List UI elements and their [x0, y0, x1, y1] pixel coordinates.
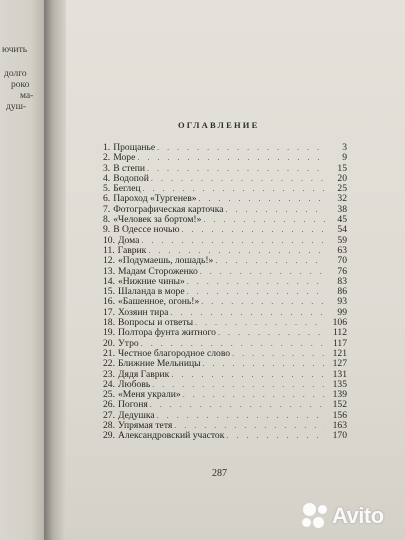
dot-leader	[200, 267, 325, 277]
toc-entry-number: 7.	[103, 203, 111, 215]
toc-entry-number: 9.	[103, 224, 111, 236]
toc-entry	[103, 143, 347, 153]
toc-entry-number: 13.	[103, 265, 115, 277]
toc-entry-title: Беглец	[113, 183, 141, 195]
toc-entry-title: Шаланда в море	[118, 286, 185, 298]
toc-entry-title: Пароход «Тургенев»	[113, 193, 197, 205]
toc-entry-number: 24.	[103, 378, 115, 390]
dot-leader	[157, 411, 325, 421]
toc-entry-page: 156	[332, 409, 347, 421]
toc-entry-page: 3	[342, 142, 347, 153]
toc-entry-page: 45	[337, 214, 347, 226]
toc-entry-title: Водопой	[113, 172, 149, 184]
dot-leader	[170, 308, 325, 318]
toc-entry-title: Прощанье	[113, 142, 156, 153]
dot-leader	[150, 400, 325, 410]
watermark-text: Avito	[332, 503, 384, 528]
dot-leader	[157, 143, 325, 153]
dot-leader	[137, 153, 325, 163]
toc-entry-number: 3.	[103, 162, 111, 174]
toc-entry-page: 127	[332, 358, 347, 370]
toc-entry-number: 5.	[103, 183, 111, 195]
toc-entry-number: 23.	[103, 368, 115, 380]
dot-leader	[141, 236, 325, 246]
dot-leader	[171, 370, 325, 380]
dot-leader	[182, 225, 325, 235]
toc-entry-number: 4.	[103, 172, 111, 184]
toc-entry-page: 112	[332, 327, 347, 339]
toc-entry-page: 139	[332, 389, 347, 401]
contents-title: ОГЛАВЛЕНИЕ	[178, 120, 260, 130]
dot-leader	[232, 349, 325, 359]
toc-entry-number: 20.	[103, 337, 115, 349]
toc-entry-page: 163	[332, 420, 347, 432]
left-page-fragment: роко	[11, 80, 30, 90]
toc-entry-number: 22.	[103, 358, 115, 370]
toc-entry-page: 83	[337, 275, 347, 287]
toc-entry-number: 8.	[103, 214, 111, 226]
toc-entry-title: Фотографическая карточка	[113, 203, 224, 215]
toc-entry-number: 14.	[103, 275, 115, 287]
toc-entry-page: 32	[337, 193, 347, 205]
dot-leader	[151, 174, 325, 184]
toc-entry-title: В Одессе ночью	[113, 224, 180, 236]
toc-entry-title: Хозяин тира	[118, 306, 169, 318]
toc-entry-page: 54	[337, 224, 347, 236]
toc-entry-title: «Нижние чины»	[118, 275, 185, 287]
toc-entry-page: 76	[337, 265, 347, 277]
dot-leader	[201, 297, 325, 307]
toc-entry-title: Гаврик	[117, 244, 147, 256]
left-page-fragment: ючить	[2, 45, 28, 55]
toc-entry-title: Дядя Гаврик	[118, 368, 170, 380]
avito-watermark	[301, 502, 384, 530]
toc-entry-title: «Подумаешь, лошадь!»	[118, 255, 214, 267]
dot-leader	[226, 431, 325, 441]
toc-entry-number: 1.	[103, 142, 111, 153]
toc-entry-title: Море	[113, 152, 136, 164]
left-page-fragment: долго	[4, 69, 27, 79]
toc-entry-number: 18.	[103, 317, 115, 329]
toc-entry-number: 27.	[103, 409, 115, 421]
toc-entry-page: 99	[337, 306, 347, 318]
toc-entry-number: 28.	[103, 420, 115, 432]
left-page-fragment: ма-	[20, 91, 34, 101]
toc-entry-page: 59	[337, 234, 347, 246]
toc-entry-title: «Башенное, огонь!»	[118, 296, 200, 308]
page-number: 287	[212, 468, 227, 479]
toc-entry-title: Погоня	[118, 399, 148, 411]
toc-entry	[103, 431, 347, 441]
dot-leader	[183, 390, 325, 400]
toc-entry-page: 170	[332, 430, 347, 442]
toc-entry-page: 38	[337, 203, 347, 215]
toc-entry-page: 93	[337, 296, 347, 308]
toc-entry-page: 121	[332, 347, 347, 359]
avito-logo-icon	[301, 502, 329, 530]
dot-leader	[218, 328, 325, 338]
toc-entry	[103, 328, 347, 338]
toc-entry-number: 15.	[103, 286, 115, 298]
toc-entry-page: 117	[332, 337, 347, 349]
dot-leader	[203, 215, 325, 225]
toc-entry-page: 25	[337, 183, 347, 195]
toc-entry-page: 15	[337, 162, 347, 174]
toc-entry-title: Дома	[118, 234, 140, 246]
toc-entry-title: «Человек за бортом!»	[113, 214, 202, 226]
toc-entry-title: Упрямая тетя	[118, 420, 173, 432]
dot-leader	[187, 287, 325, 297]
toc-entry-page: 63	[337, 244, 347, 256]
toc-entry-title: Ближние Мельницы	[118, 358, 201, 370]
toc-entry-page: 152	[332, 399, 347, 411]
toc-entry-page: 135	[332, 378, 347, 390]
toc-entry-title: Честное благородное слово	[118, 347, 231, 359]
toc-entry-page: 86	[337, 286, 347, 298]
toc-entry-page: 9	[342, 152, 347, 164]
toc-entry	[103, 225, 347, 235]
toc-entry-title: В степи	[113, 162, 145, 174]
toc-entry-number: 2.	[103, 152, 111, 164]
dot-leader	[147, 164, 325, 174]
toc-entry-title: Дедушка	[118, 409, 155, 421]
toc-entry-title: Любовь	[118, 378, 151, 390]
toc-entry-title: Мадам Стороженко	[118, 265, 198, 277]
toc-entry-number: 29.	[103, 430, 115, 442]
toc-entry-title: Вопросы и ответы	[118, 317, 194, 329]
toc-entry-number: 12.	[103, 255, 115, 267]
toc-entry-number: 17.	[103, 306, 115, 318]
toc-entry-number: 16.	[103, 296, 115, 308]
dot-leader	[203, 359, 325, 369]
dot-leader	[225, 205, 325, 215]
dot-leader	[187, 277, 325, 287]
left-page-fragment: душ-	[6, 102, 27, 112]
toc-entry-title: Утро	[118, 337, 139, 349]
toc-entry-number: 10.	[103, 234, 115, 246]
toc-entry-page: 70	[337, 255, 347, 267]
left-page	[0, 0, 44, 540]
toc-entry-page: 20	[337, 172, 347, 184]
toc-entry-number: 19.	[103, 327, 115, 339]
toc-entry-page: 106	[332, 317, 347, 329]
toc-entry-title: Полтора фунта житного	[118, 327, 216, 339]
toc-entry-title: Александровский участок	[118, 430, 225, 442]
toc-entry	[103, 359, 347, 369]
toc-entry-number: 6.	[103, 193, 111, 205]
table-of-contents	[103, 143, 347, 442]
book-gutter	[44, 0, 66, 540]
toc-entry-number: 25.	[103, 389, 115, 401]
dot-leader	[215, 256, 325, 266]
toc-entry-number: 11.	[103, 244, 115, 256]
toc-entry-number: 21.	[103, 347, 115, 359]
toc-entry-title: «Меня украли»	[118, 389, 181, 401]
toc-entry-page: 131	[332, 368, 347, 380]
toc-entry-number: 26.	[103, 399, 115, 411]
